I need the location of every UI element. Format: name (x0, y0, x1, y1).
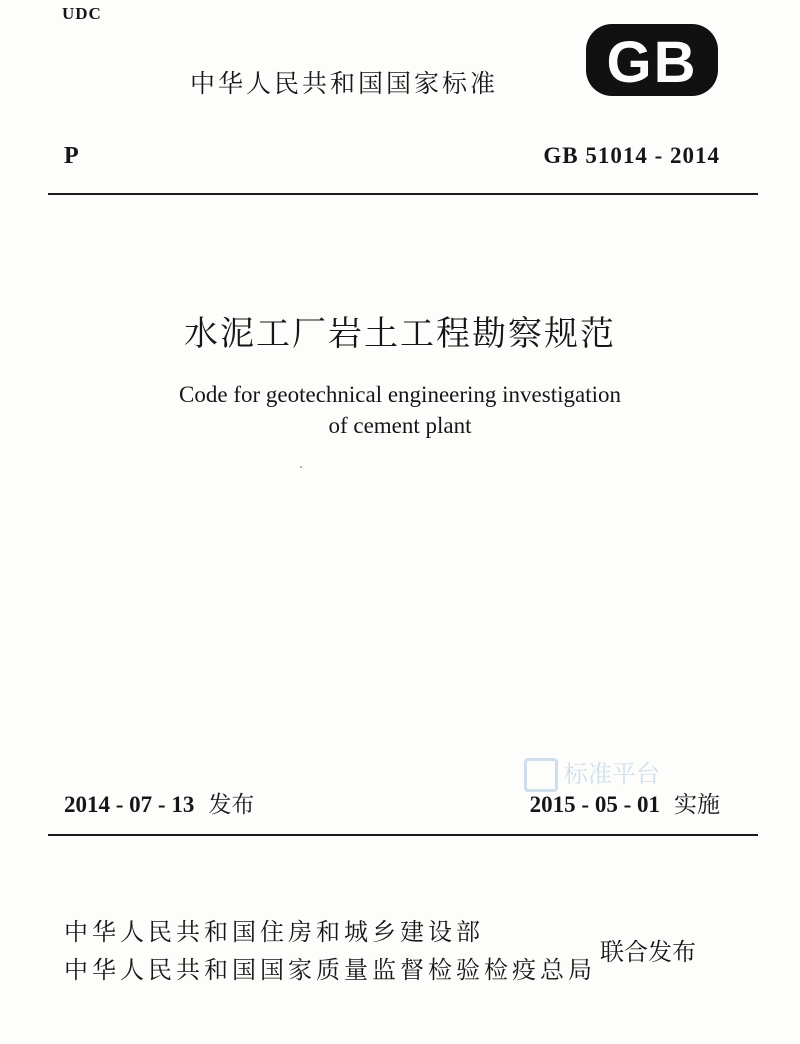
implement-date-block (530, 786, 720, 819)
gb-logo-text: GB (606, 30, 698, 95)
national-standard-heading: 中华人民共和国国家标准 (190, 69, 499, 98)
title-english-line1: Code for geotechnical engineering investigation (179, 382, 621, 407)
title-english-line2: of cement plant (328, 413, 472, 438)
authority-line1: 中华人民共和国住房和城乡建设部 (64, 918, 484, 946)
issue-label: 发布 (208, 792, 255, 818)
implement-date: 2015 - 05 - 01 (529, 792, 660, 817)
udc-label: UDC (62, 4, 102, 23)
bottom-divider (48, 834, 758, 836)
implement-label: 实施 (674, 792, 720, 818)
authority-line2: 中华人民共和国国家质量监督检验检疫总局 (64, 956, 596, 984)
joint-issue-label: 联合发布 (600, 938, 696, 966)
top-divider (48, 193, 758, 195)
issue-date-block (64, 786, 254, 819)
standard-number: GB 51014 - 2014 (543, 143, 720, 168)
issue-date: 2014 - 07 - 13 (64, 792, 195, 817)
watermark-text: 标准平台 (564, 760, 660, 788)
category-code: P (64, 143, 79, 169)
gb-logo-icon (584, 20, 720, 100)
title-chinese: 水泥工厂岩土工程勘察规范 (184, 314, 616, 354)
speck (300, 466, 302, 468)
